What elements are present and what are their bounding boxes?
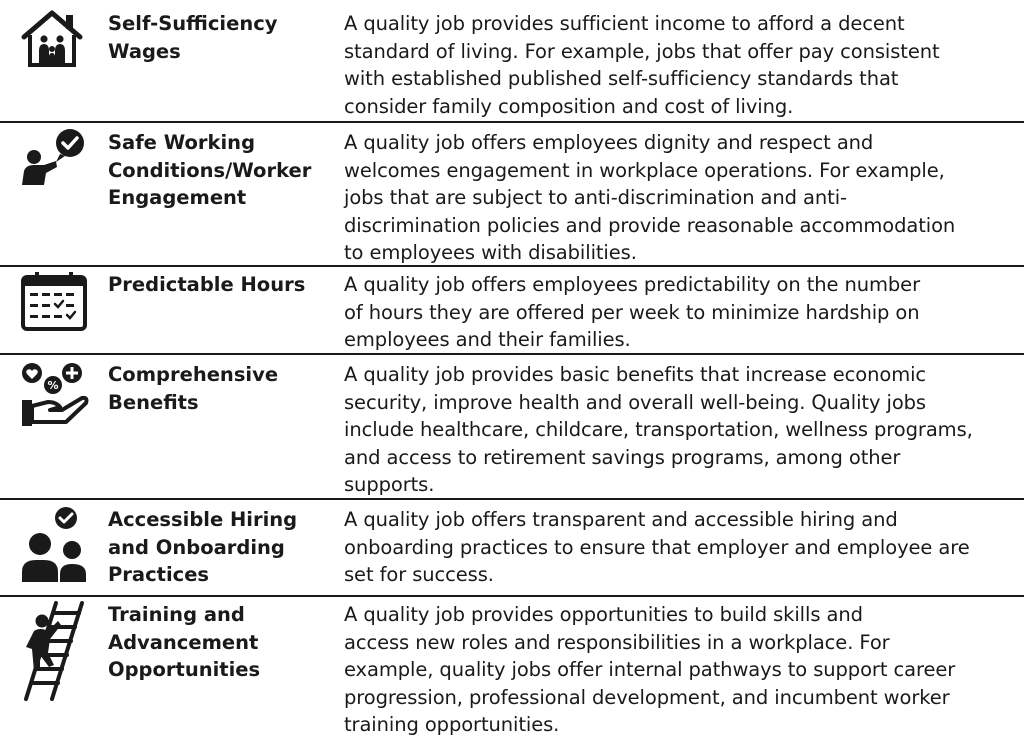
description-line: A quality job offers transparent and accessible hiring and [344, 508, 898, 531]
row-title [100, 597, 336, 747]
table-row [0, 498, 1024, 595]
description-line: progression, professional development, and incumbent worker [344, 685, 950, 709]
description-line: employees and their families. [344, 328, 631, 352]
table-row [0, 265, 1024, 353]
title-line: Predictable Hours [108, 273, 306, 296]
description-line: A quality job provides basic benefits that increase economic [344, 363, 927, 386]
title-line: Conditions/Worker [108, 158, 312, 182]
icon-cell [0, 123, 100, 265]
table-row [0, 595, 1024, 747]
title-line: Safe Working [108, 131, 256, 154]
description-line: with established published self-sufficiency standards that [344, 67, 899, 91]
title-line: Advancement [108, 630, 259, 654]
icon-cell [0, 500, 100, 595]
table-row [0, 353, 1024, 498]
description-line: example, quality jobs offer internal pathways to support career [344, 658, 956, 682]
table-row [0, 121, 1024, 265]
row-title [100, 267, 336, 353]
description-line: jobs that are subject to anti-discrimination and anti- [344, 186, 847, 210]
title-line: Practices [108, 563, 210, 587]
family-house-icon [20, 7, 84, 69]
row-description [336, 0, 1024, 121]
row-title [100, 123, 336, 265]
svg-text:%: % [47, 379, 59, 392]
description-line: discrimination policies and provide reasonable accommodation [344, 213, 956, 237]
worker-engagement-icon [20, 127, 90, 187]
title-line: Training and [108, 603, 245, 626]
row-title [100, 0, 336, 121]
row-title [100, 500, 336, 595]
title-line: Benefits [108, 390, 199, 414]
row-description [336, 597, 1024, 747]
description-line: to employees with disabilities. [344, 241, 637, 265]
calendar-icon [20, 271, 88, 331]
row-description [336, 267, 1024, 353]
description-line: access new roles and responsibilities in a workplace. For [344, 630, 890, 654]
icon-cell [0, 355, 100, 498]
description-line: of hours they are offered per week to minimize hardship on [344, 300, 920, 324]
description-line: consider family composition and cost of living. [344, 94, 794, 118]
description-line: security, improve health and overall well-being. Quality jobs [344, 390, 926, 414]
row-description [336, 500, 1024, 595]
row-description [336, 123, 1024, 265]
benefits-hand-icon [20, 360, 92, 430]
title-line: Accessible Hiring [108, 508, 298, 531]
row-title [100, 355, 336, 498]
icon-cell [0, 267, 100, 353]
description-line: supports. [344, 473, 435, 497]
description-line: A quality job provides sufficient income to afford a decent [344, 12, 905, 35]
description-line: include healthcare, childcare, transportation, wellness programs, [344, 418, 973, 442]
icon-cell [0, 597, 100, 747]
description-line: welcomes engagement in workplace operations. For example, [344, 158, 945, 182]
row-description [336, 355, 1024, 498]
description-line: A quality job provides opportunities to build skills and [344, 603, 863, 626]
ladder-climber-icon [20, 601, 90, 701]
description-line: A quality job offers employees dignity and respect and [344, 131, 874, 154]
title-line: Opportunities [108, 658, 261, 682]
title-line: and Onboarding [108, 535, 285, 559]
table-row [0, 0, 1024, 121]
description-line: set for success. [344, 563, 494, 587]
title-line: Engagement [108, 186, 247, 210]
description-line: A quality job offers employees predictability on the number [344, 273, 920, 296]
title-line: Wages [108, 39, 181, 63]
title-line: Comprehensive [108, 363, 279, 386]
description-line: and access to retirement savings programs, among other [344, 445, 901, 469]
description-line: standard of living. For example, jobs that offer pay consistent [344, 39, 940, 63]
title-line: Self-Sufficiency [108, 12, 278, 35]
hiring-people-icon [20, 506, 92, 586]
description-line: onboarding practices to ensure that employer and employee are [344, 535, 970, 559]
description-line: training opportunities. [344, 713, 560, 737]
icon-cell [0, 0, 100, 121]
